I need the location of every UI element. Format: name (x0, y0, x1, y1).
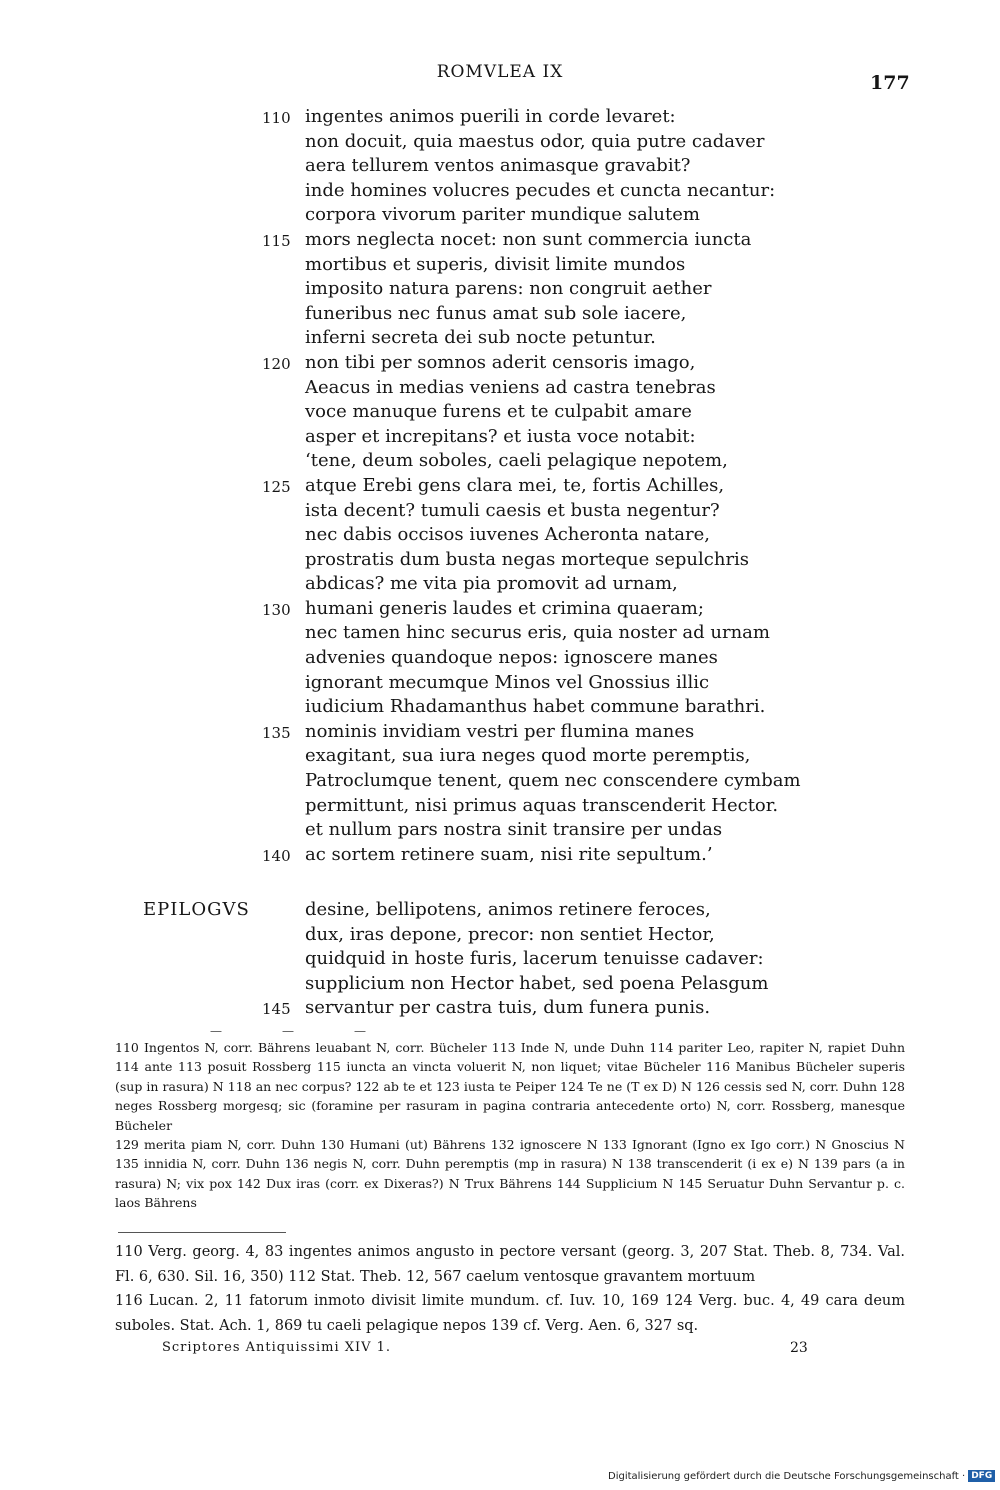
verse-text: ac sortem retinere suam, nisi rite sepultum.’ (305, 843, 713, 865)
verse-text: non docuit, quia maestus odor, quia putre cadaver (305, 130, 765, 152)
verse-line (0, 898, 1000, 923)
verse-line (0, 769, 1000, 794)
signature-left: Scriptores Antiquissimi XIV 1. (162, 1340, 392, 1355)
verse-text: humani generis laudes et crimina quaeram; (305, 597, 704, 619)
verse-line (0, 253, 1000, 278)
epilogue-label: EPILOGVS (143, 899, 250, 920)
verse-text: dux, iras depone, precor: non sentiet Hector, (305, 923, 715, 945)
verse-line (0, 154, 1000, 179)
verse-line (0, 720, 1000, 745)
verse-text: nec dabis occisos iuvenes Acheronta natare, (305, 524, 711, 546)
line-number: 145 (262, 1000, 291, 1019)
similia-notes (115, 1240, 905, 1338)
verse-line (0, 449, 1000, 474)
verse-line (0, 302, 1000, 327)
separator-dashes: — — — (210, 1024, 366, 1038)
verse-text: funeribus nec funus amat sub sole iacere, (305, 302, 687, 324)
verse-line (0, 203, 1000, 228)
apparatus-paragraph: 110 Ingentos N, corr. Bährens leuabant N, corr. Bücheler 113 Inde N, unde Duhn 114 pariter Leo, rapiter N, rapiet Duhn 114 ante 113 posuit Rossberg 115 iuncta an vincta voluerit N, non liquet; vitae Bücheler 116 Manibus Bücheler superis (sup in rasura) N 118 an nec corpus? 122 ab te et 123 iusta te Peiper 124 Te ne (T ex D) N 126 cessis sed N, corr. Duhn 128 neges Rossberg morgesq; sic (foramine per rasuram in pagina contraria antecedente orto) N, corr. Rossberg, manesque Bücheler (115, 1040, 905, 1133)
verse-text: non tibi per somnos aderit censoris imago, (305, 351, 696, 373)
verse-text: asper et increpitans? et iusta voce notabit: (305, 425, 696, 447)
running-header: ROMVLEA IX (436, 62, 564, 82)
credit-text: Digitalisierung gefördert durch die Deutsche Forschungsgemeinschaft · (608, 1471, 966, 1482)
verse-line (0, 523, 1000, 548)
verse-text: servantur per castra tuis, dum funera punis. (305, 997, 711, 1019)
verse-text: ingentes animos puerili in corde levaret: (305, 106, 676, 127)
digitization-credit (608, 1470, 995, 1482)
verse-text: aera tellurem ventos animasque gravabit? (305, 155, 691, 177)
verse-line (0, 695, 1000, 720)
verse-text: et nullum pars nostra sinit transire per undas (305, 819, 723, 841)
line-number: 140 (262, 846, 291, 865)
verse-text: nominis invidiam vestri per flumina manes (305, 720, 695, 742)
verse-text: prostratis dum busta negas morteque sepulchris (305, 548, 750, 570)
verse-text: inde homines volucres pecudes et cuncta necantur: (305, 179, 776, 201)
verse-line (0, 130, 1000, 155)
verse-text: supplicium non Hector habet, sed poena Pelasgum (305, 972, 769, 994)
verse-line (0, 818, 1000, 843)
verse-text: desine, bellipotens, animos retinere feroces, (305, 899, 711, 920)
verse-text: inferni secreta dei sub nocte petuntur. (305, 327, 656, 349)
verse-line (0, 972, 1000, 997)
verse-line (0, 923, 1000, 948)
line-number: 125 (262, 477, 291, 496)
verse-text: atque Erebi gens clara mei, te, fortis Achilles, (305, 474, 725, 496)
similia-paragraph: 116 Lucan. 2, 11 fatorum inmoto divisit limite mundum. cf. Iuv. 10, 169 124 Verg. buc. 4, 49 cara deum suboles. Stat. Ach. 1, 869 tu caeli pelagique nepos 139 cf. Verg. Aen. 6, 327 sq. (115, 1293, 905, 1334)
verse-line (0, 794, 1000, 819)
apparatus-paragraph: 129 merita piam N, corr. Duhn 130 Humani (ut) Bährens 132 ignoscere N 133 Ignorant (Igno ex Igo corr.) N Gnoscius N 135 innidia N, corr. Duhn 136 negis N, corr. Duhn peremptis (mp in rasura) N 138 transcenderit (i ex e) N 139 pars (a in rasura) N; vix pox 142 Dux iras (corr. ex Dixeras?) N Trux Bährens 144 Supplicium N 145 Seruatur Duhn Servantur p. c. laos Bährens (115, 1137, 905, 1211)
verse-line (0, 996, 1000, 1021)
verse-line (0, 621, 1000, 646)
verse-text: exagitant, sua iura neges quod morte peremptis, (305, 745, 751, 767)
verse-line (0, 179, 1000, 204)
verse-text: abdicas? me vita pia promovit ad urnam, (305, 573, 678, 595)
verse-line (0, 744, 1000, 769)
epilogue-lines (0, 898, 1000, 1021)
verse-line (0, 326, 1000, 351)
verse-line (0, 277, 1000, 302)
verse-line (0, 947, 1000, 972)
poem-body (0, 105, 1000, 867)
verse-text: iudicium Rhadamanthus habet commune barathri. (305, 696, 766, 718)
footnote-rule (118, 1232, 286, 1233)
verse-text: quidquid in hoste furis, lacerum tenuisse cadaver: (305, 948, 764, 970)
verse-line (0, 597, 1000, 622)
verse-line (0, 499, 1000, 524)
verse-line (0, 548, 1000, 573)
page-number: 177 (870, 72, 910, 94)
verse-line (0, 376, 1000, 401)
verse-text: ista decent? tumuli caesis et busta negentur? (305, 499, 720, 521)
verse-line (0, 400, 1000, 425)
verse-text: corpora vivorum pariter mundique salutem (305, 204, 700, 226)
verse-line (0, 105, 1000, 130)
verse-text: Patroclumque tenent, quem nec conscendere cymbam (305, 770, 801, 792)
similia-paragraph: 110 Verg. georg. 4, 83 ingentes animos angusto in pectore versant (georg. 3, 207 Stat. Theb. 8, 734. Val. Fl. 6, 630. Sil. 16, 350) 112 Stat. Theb. 12, 567 caelum ventosque gravantem mortuum (115, 1244, 905, 1285)
verse-line (0, 572, 1000, 597)
verse-text: permittunt, nisi primus aquas transcenderit Hector. (305, 794, 779, 816)
line-number: 115 (262, 231, 291, 250)
verse-text: ignorant mecumque Minos vel Gnossius illic (305, 671, 710, 693)
verse-line (0, 351, 1000, 376)
verse-text: voce manuque furens et te culpabit amare (305, 401, 692, 423)
verse-line (0, 671, 1000, 696)
verse-line (0, 646, 1000, 671)
verse-text: imposito natura parens: non congruit aether (305, 278, 712, 300)
verse-text: nec tamen hinc securus eris, quia noster ad urnam (305, 622, 770, 644)
verse-line (0, 228, 1000, 253)
verse-text: ‘tene, deum soboles, caeli pelagique nepotem, (305, 450, 728, 472)
signature-number: 23 (790, 1340, 808, 1356)
line-number: 120 (262, 354, 291, 373)
verse-text: mortibus et superis, divisit limite mundos (305, 253, 686, 275)
verse-text: Aeacus in medias veniens ad castra tenebras (305, 376, 716, 398)
line-number: 110 (262, 109, 291, 127)
line-number: 130 (262, 600, 291, 619)
dfg-logo-icon: DFG (968, 1470, 995, 1482)
line-number: 135 (262, 723, 291, 742)
verse-line (0, 425, 1000, 450)
verse-text: mors neglecta nocet: non sunt commercia iuncta (305, 228, 752, 250)
verse-line (0, 843, 1000, 868)
critical-apparatus (115, 1038, 905, 1213)
verse-line (0, 474, 1000, 499)
verse-text: advenies quandoque nepos: ignoscere manes (305, 647, 718, 669)
